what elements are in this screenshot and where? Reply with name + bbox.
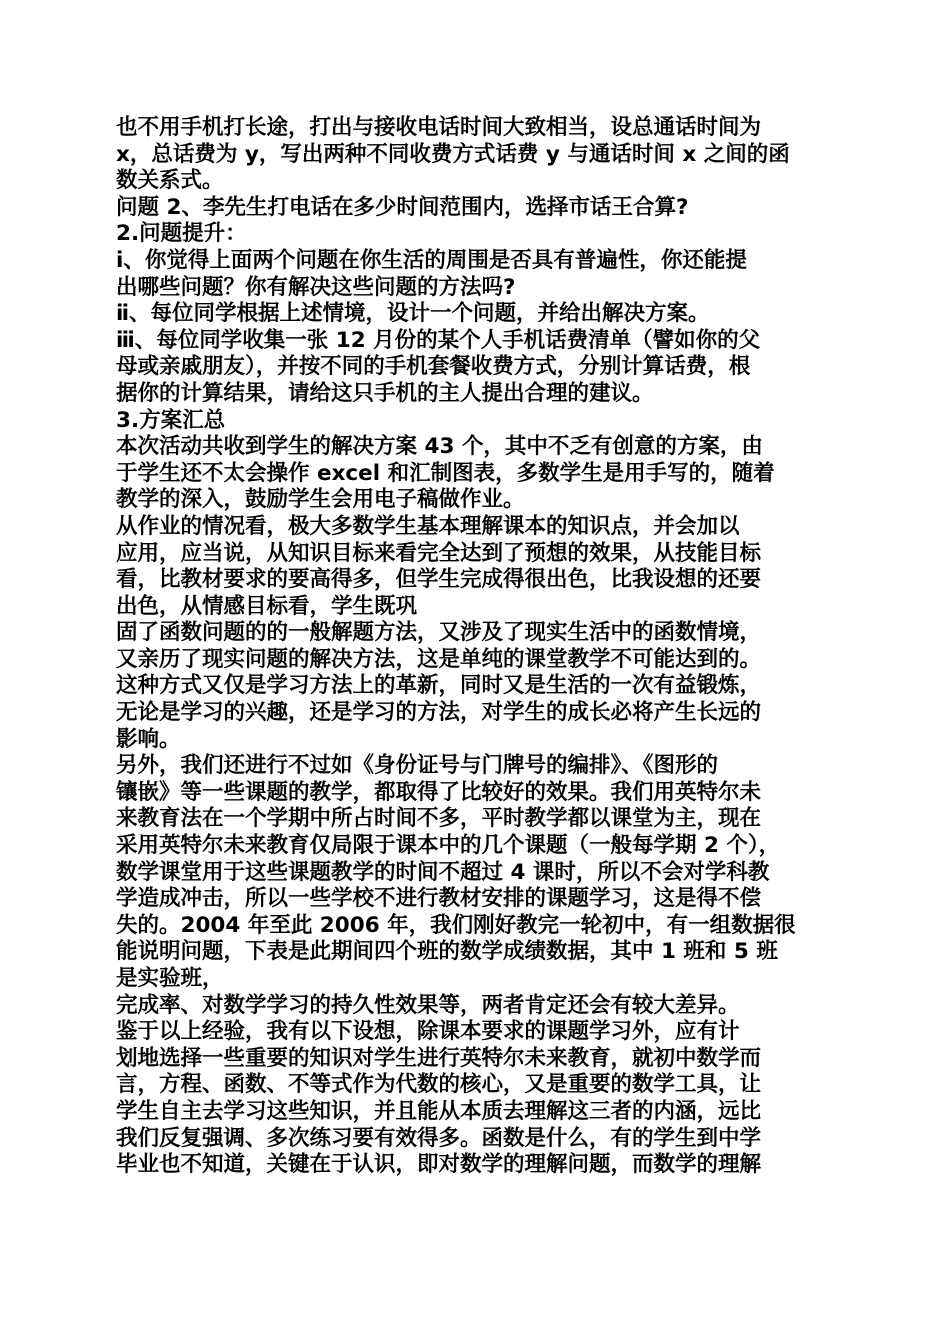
text-line: ⅰ、你觉得上面两个问题在你生活的周围是否具有普遍性，你还能提 <box>116 247 747 273</box>
text-line: x，总话费为 y，写出两种不同收费方式话费 y 与通话时间 x 之间的函 <box>116 141 790 167</box>
text-line: 能说明问题，下表是此期间四个班的数学成绩数据，其中 1 班和 5 班 <box>116 939 778 965</box>
text-line: 本次活动共收到学生的解决方案 43 个，其中不乏有创意的方案，由 <box>116 434 763 460</box>
text-line: 问题 2、李先生打电话在多少时间范围内，选择市话王合算? <box>116 194 689 220</box>
text-line: 出色，从情感目标看，学生既巩 <box>116 593 418 619</box>
text-line: 看，比教材要求的要高得多，但学生完成得很出色，比我设想的还要 <box>116 567 762 593</box>
text-line: 数学课堂用于这些课题教学的时间不超过 4 课时，所以不会对学科教 <box>116 859 770 885</box>
text-line: 这种方式又仅是学习方法上的革新，同时又是生活的一次有益锻炼， <box>116 673 762 699</box>
text-line: 我们反复强调、多次练习要有效得多。函数是什么，有的学生到中学 <box>116 1125 762 1151</box>
text-line: 毕业也不知道，关键在于认识，即对数学的理解问题，而数学的理解 <box>116 1152 762 1178</box>
text-line: 镶嵌》等一些课题的教学，都取得了比较好的效果。我们用英特尔未 <box>116 779 762 805</box>
text-line: 完成率、对数学学习的持久性效果等，两者肯定还会有较大差异。 <box>116 992 740 1018</box>
text-line: 3.方案汇总 <box>116 407 226 433</box>
text-line: 数关系式。 <box>116 168 224 194</box>
text-line: 鉴于以上经验，我有以下设想，除课本要求的课题学习外，应有计 <box>116 1019 740 1045</box>
text-line: 无论是学习的兴趣，还是学习的方法，对学生的成长必将产生长远的 <box>116 700 762 726</box>
text-line: 学生自主去学习这些知识，并且能从本质去理解这三者的内涵，远比 <box>116 1098 762 1124</box>
text-line: 是实验班， <box>116 966 224 991</box>
text-line: 固了函数问题的的一般解题方法，又涉及了现实生活中的函数情境， <box>116 620 762 646</box>
text-line: 也不用手机打长途，打出与接收电话时间大致相当，设总通话时间为 <box>116 115 762 140</box>
document-body <box>116 115 840 1179</box>
text-line: 又亲历了现实问题的解决方法，这是单纯的课堂教学不可能达到的。 <box>116 646 762 672</box>
text-line: 于学生还不太会操作 excel 和汇制图表，多数学生是用手写的，随着 <box>116 460 775 486</box>
text-line: 从作业的情况看，极大多数学生基本理解课本的知识点，并会加以 <box>116 513 740 539</box>
text-line: 言，方程、函数、不等式作为代数的核心，又是重要的数学工具，让 <box>116 1072 762 1098</box>
text-line: 采用英特尔未来教育仅局限于课本中的几个课题（一般每学期 2 个）， <box>116 833 781 859</box>
text-line: 据你的计算结果，请给这只手机的主人提出合理的建议。 <box>116 380 654 406</box>
text-line: 来教育法在一个学期中所占时间不多，平时教学都以课堂为主，现在 <box>116 806 762 832</box>
text-line: 失的。2004 年至此 2006 年，我们刚好教完一轮初中，有一组数据很 <box>116 912 796 938</box>
text-line: 出哪些问题？你有解决这些问题的方法吗? <box>116 274 516 300</box>
text-line: 另外，我们还进行不过如《身份证号与门牌号的编排》、《图形的 <box>116 753 719 779</box>
text-line: ⅱ、每位同学根据上述情境，设计一个问题，并给出解决方案。 <box>116 301 710 327</box>
text-line: 应用，应当说，从知识目标来看完全达到了预想的效果，从技能目标 <box>116 540 762 566</box>
text-line: 学造成冲击，所以一些学校不进行教材安排的课题学习，这是得不偿 <box>116 886 762 912</box>
text-line: 母或亲戚朋友），并按不同的手机套餐收费方式，分别计算话费，根 <box>116 354 751 380</box>
text-line: 影响。 <box>116 726 181 752</box>
text-line: 划地选择一些重要的知识对学生进行英特尔未来教育，就初中数学而 <box>116 1045 762 1071</box>
text-line: 教学的深入，鼓励学生会用电子稿做作业。 <box>116 487 525 513</box>
text-line: ⅲ、每位同学收集一张 12 月份的某个人手机话费清单（譬如你的父 <box>116 327 761 353</box>
text-line: 2.问题提升： <box>116 221 247 247</box>
